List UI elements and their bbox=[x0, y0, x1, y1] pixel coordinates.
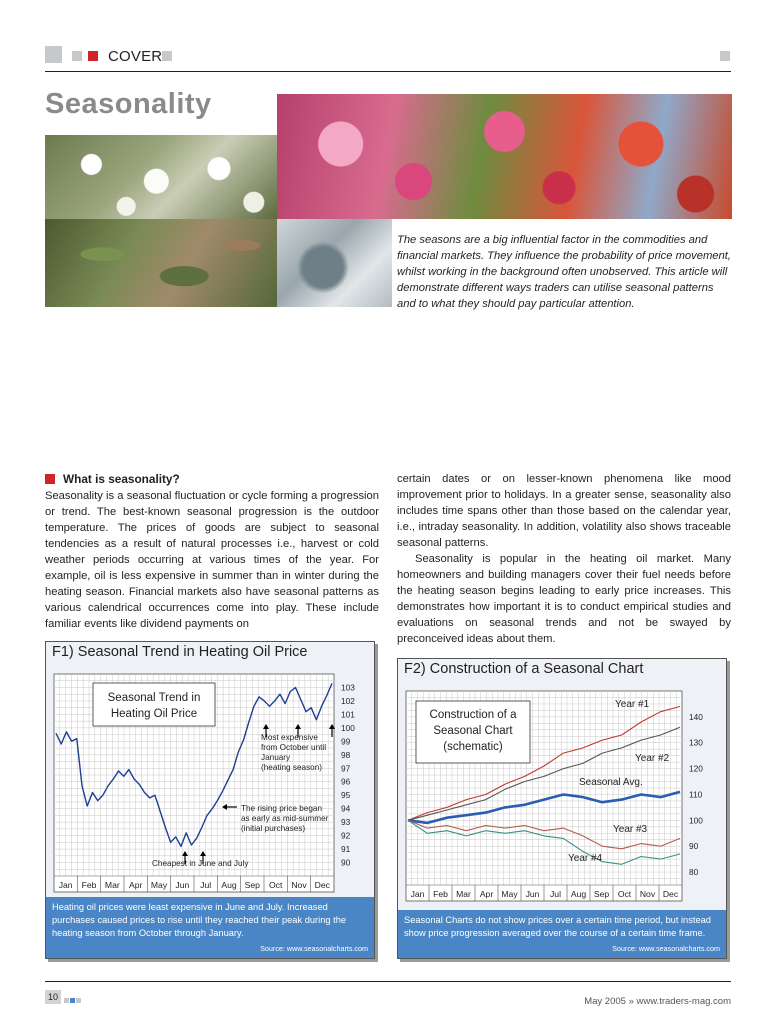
photo-green-leaves bbox=[45, 219, 277, 307]
footer-square bbox=[76, 998, 81, 1003]
x-tick-label: Nov bbox=[639, 889, 656, 899]
x-tick-label: Apr bbox=[128, 880, 143, 890]
x-tick-label: Jul bbox=[550, 889, 561, 899]
header-gray-square bbox=[45, 46, 62, 63]
x-tick-label: Jun bbox=[525, 889, 540, 899]
series-label: Year #4 bbox=[568, 853, 603, 864]
footer-rule bbox=[45, 981, 731, 982]
x-tick-label: Feb bbox=[81, 880, 97, 890]
x-tick-label: Jun bbox=[175, 880, 190, 890]
x-tick-label: Jan bbox=[58, 880, 73, 890]
x-tick-label: Aug bbox=[570, 889, 587, 899]
y-tick-label: 110 bbox=[689, 789, 703, 800]
series-label: Year #3 bbox=[613, 824, 648, 835]
photo-pink-blossoms bbox=[277, 94, 732, 219]
y-tick-label: 140 bbox=[689, 711, 703, 722]
photo-frost bbox=[277, 219, 392, 307]
x-tick-label: Dec bbox=[314, 880, 330, 890]
x-tick-label: Oct bbox=[617, 889, 632, 899]
x-tick-label: Sep bbox=[593, 889, 610, 899]
chart-annotation: from October until bbox=[261, 743, 327, 752]
chart-annotation: Most expensive bbox=[261, 733, 318, 742]
y-tick-label: 130 bbox=[689, 737, 703, 748]
photo-white-blossoms bbox=[45, 135, 277, 219]
y-tick-label: 100 bbox=[689, 815, 703, 826]
seasonal-construction-chart bbox=[403, 683, 723, 909]
chart-label-line: Seasonal Trend in bbox=[107, 692, 201, 704]
footer-square bbox=[64, 998, 69, 1003]
chart-annotation: as early as mid-summer bbox=[241, 814, 329, 823]
y-tick-label: 90 bbox=[689, 841, 699, 852]
body-paragraph: Seasonality is a seasonal fluctuation or cycle forming a progression or trend. The best-known seasonal progression is the outdoor temperature. The prices of goods are subject to seasonal tendencies as a result of natural processes i.e., harvest or cold weather periods occurring at various times of the year. For example, oil is less expensive in summer than in winter during the heating season. Financial markets also have seasonal patterns as various calendrical occurrences come into play. These include familiar events like dividend payments on bbox=[45, 490, 379, 630]
figure-title: F2) Construction of a Seasonal Chart bbox=[404, 661, 644, 677]
header-gray-square-right bbox=[720, 51, 730, 61]
figure-caption-text: Heating oil prices were least expensive in June and July. Increased purchases caused prices to rise until they reached their peak during the heating season from October through January. bbox=[52, 902, 347, 938]
y-tick-label: 94 bbox=[341, 803, 351, 814]
section-heading-text: What is seasonality? bbox=[63, 472, 180, 486]
y-tick-label: 100 bbox=[341, 722, 355, 733]
y-tick-label: 90 bbox=[341, 857, 351, 868]
x-tick-label: Mar bbox=[456, 889, 471, 899]
heating-oil-chart bbox=[51, 666, 371, 900]
figure-caption bbox=[398, 910, 726, 958]
y-tick-label: 95 bbox=[341, 790, 351, 801]
x-tick-label: Oct bbox=[268, 880, 283, 890]
y-tick-label: 102 bbox=[341, 695, 355, 706]
section-header bbox=[45, 46, 731, 72]
header-gray-square bbox=[72, 51, 82, 61]
footer-issue: May 2005 » www.traders-mag.com bbox=[584, 996, 731, 1007]
series-label: Seasonal Avg. bbox=[579, 777, 643, 788]
figure-source: Source: www.seasonalcharts.com bbox=[612, 944, 720, 953]
footer-square bbox=[70, 998, 75, 1003]
header-red-square bbox=[88, 51, 98, 61]
figure-title: F1) Seasonal Trend in Heating Oil Price bbox=[52, 644, 308, 660]
x-tick-label: Jan bbox=[410, 889, 425, 899]
body-column-right bbox=[397, 471, 731, 647]
y-tick-label: 99 bbox=[341, 736, 351, 747]
x-tick-label: Apr bbox=[479, 889, 494, 899]
article-intro: The seasons are a big influential factor in the commodities and financial markets. They influence the probability of price movement, whilst working in the background often unobserved. This article will demonstrate different ways traders can utilise seasonal patterns and to what they should pay particular attention. bbox=[397, 234, 731, 310]
x-tick-label: May bbox=[501, 889, 518, 899]
y-tick-label: 80 bbox=[689, 867, 699, 878]
header-gray-square bbox=[162, 51, 172, 61]
figure-heating-oil bbox=[45, 641, 375, 959]
section-heading bbox=[45, 471, 379, 487]
chart-label-line: Construction of a bbox=[429, 709, 517, 721]
figure-source: Source: www.seasonalcharts.com bbox=[260, 944, 368, 953]
chart-annotation: Cheapest in June and July bbox=[152, 859, 249, 868]
y-tick-label: 93 bbox=[341, 817, 351, 828]
series-label: Year #2 bbox=[635, 753, 670, 764]
heading-red-square bbox=[45, 474, 55, 484]
y-tick-label: 101 bbox=[341, 709, 355, 720]
x-tick-label: Dec bbox=[662, 889, 679, 899]
x-tick-label: Jul bbox=[200, 880, 212, 890]
x-tick-label: Sep bbox=[244, 880, 260, 890]
x-tick-label: Nov bbox=[291, 880, 307, 890]
y-tick-label: 120 bbox=[689, 763, 703, 774]
figure-caption-text: Seasonal Charts do not show prices over a certain time period, but instead show price progression averaged over the course of a certain time frame. bbox=[404, 915, 711, 938]
y-tick-label: 98 bbox=[341, 749, 351, 760]
chart-label-line: Heating Oil Price bbox=[110, 708, 198, 720]
chart-label-line: (schematic) bbox=[443, 741, 503, 753]
series-label: Year #1 bbox=[615, 699, 650, 710]
body-paragraph: Seasonality is popular in the heating oil market. Many homeowners and building managers cover their fuel needs before the heating season begins leading to early price increases. This demonstrates how important it is to conduct empirical studies and evaluations on seasonal trends and not be swayed by preconceived ideas about them. bbox=[397, 553, 731, 645]
figure-seasonal-construction bbox=[397, 658, 727, 959]
chart-annotation: (initial purchases) bbox=[241, 824, 306, 833]
x-tick-label: Mar bbox=[104, 880, 120, 890]
body-paragraph: certain dates or on lesser-known phenomena like mood improvement prior to holidays. In a greater sense, seasonality also includes time spans other than those based on the calendar year, i.e., intraday seasonality. In addition, volatility also shows traceable seasonal patterns. bbox=[397, 473, 731, 549]
y-tick-label: 103 bbox=[341, 682, 355, 693]
figure-caption bbox=[46, 897, 374, 958]
article-title: Seasonality bbox=[45, 88, 212, 120]
page-number: 10 bbox=[45, 990, 61, 1004]
section-label: COVER bbox=[108, 48, 163, 65]
chart-annotation: (heating season) bbox=[261, 763, 322, 772]
chart-annotation: The rising price began bbox=[241, 804, 323, 813]
chart-annotation: January bbox=[261, 753, 291, 762]
body-column-left bbox=[45, 471, 379, 632]
chart-label-line: Seasonal Chart bbox=[433, 725, 513, 737]
y-tick-label: 92 bbox=[341, 830, 351, 841]
y-tick-label: 96 bbox=[341, 776, 351, 787]
x-tick-label: May bbox=[150, 880, 168, 890]
y-tick-label: 97 bbox=[341, 763, 351, 774]
y-tick-label: 91 bbox=[341, 844, 351, 855]
x-tick-label: Aug bbox=[221, 880, 237, 890]
x-tick-label: Feb bbox=[433, 889, 448, 899]
